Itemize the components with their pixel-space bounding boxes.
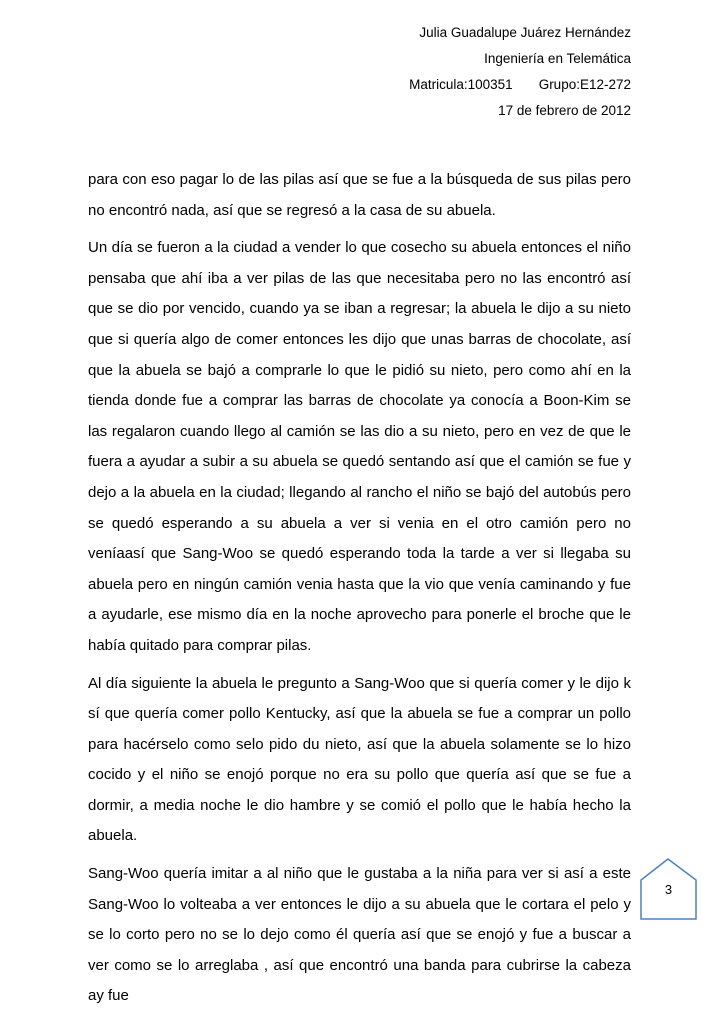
program-name: Ingeniería en Telemática — [484, 51, 631, 66]
document-date: 17 de febrero de 2012 — [498, 103, 631, 118]
document-body — [88, 165, 631, 1019]
student-id-line — [409, 72, 631, 98]
author-name: Julia Guadalupe Juárez Hernández — [419, 25, 631, 40]
paragraph: Sang-Woo quería imitar a al niño que le gustaba a la niña para ver si así a este Sang-Woo lo volteaba a ver entonces le dijo a su abuela que le cortara el pelo y se lo corto pero no se lo dejo como él quería así que se enojó y fue a buscar a ver como se lo arreglaba , así que encontró una banda para cubrirse la cabeza ay fue — [88, 865, 631, 1005]
paragraph: Un día se fueron a la ciudad a vender lo que cosecho su abuela entonces el niño pensaba que ahí iba a ver pilas de las que necesitaba pero no las encontró así que se dio por vencido, cuando ya se iban a regresar; la abuela le dijo a su nieto que si quería algo de comer entonces les dijo que unas barras de chocolate, así que la abuela se bajó a comprarle lo que le pidió su nieto, pero como ahí en la tienda donde fue a comprar las barras de chocolate ya conocía a Boon-Kim se las regalaron cuando llego al camión se las dio a su nieto, pero en vez de que le fuera a ayudar a subir a su abuela se quedó sentando así que el camión se fue y dejo a la abuela en la ciudad; llegando al rancho el niño se bajó del autobús pero se quedó esperando a su abuela a ver si venia en el otro camión pero no veníaasí que Sang-Woo se quedó esperando toda la tarde a ver si llegaba su abuela pero en ningún camión venia hasta que la vio que venía caminando y fue a ayudarle, ese mismo día en la noche aprovecho para ponerle el broche que le había quitado para comprar pilas. — [88, 239, 631, 654]
matricula: Matricula:100351 — [409, 77, 513, 92]
grupo: Grupo:E12-272 — [538, 77, 631, 92]
paragraph: Al día siguiente la abuela le pregunto a Sang-Woo que si quería comer y le dijo k sí que quería comer pollo Kentucky, así que la abuela se fue a comprar un pollo para hacérselo como selo pido du nieto, así que la abuela solamente se lo hizo cocido y el niño se enojó porque no era su pollo que quería así que se fue a dormir, a media noche le dio hambre y se comió el pollo que le había hecho la abuela. — [88, 674, 631, 845]
paragraph: para con eso pagar lo de las pilas así que se fue a la búsqueda de sus pilas pero no encontró nada, así que se regresó a la casa de su abuela. — [88, 171, 631, 219]
document-header — [409, 20, 631, 124]
page-number-badge — [640, 858, 697, 920]
page-number: 3 — [664, 882, 673, 897]
